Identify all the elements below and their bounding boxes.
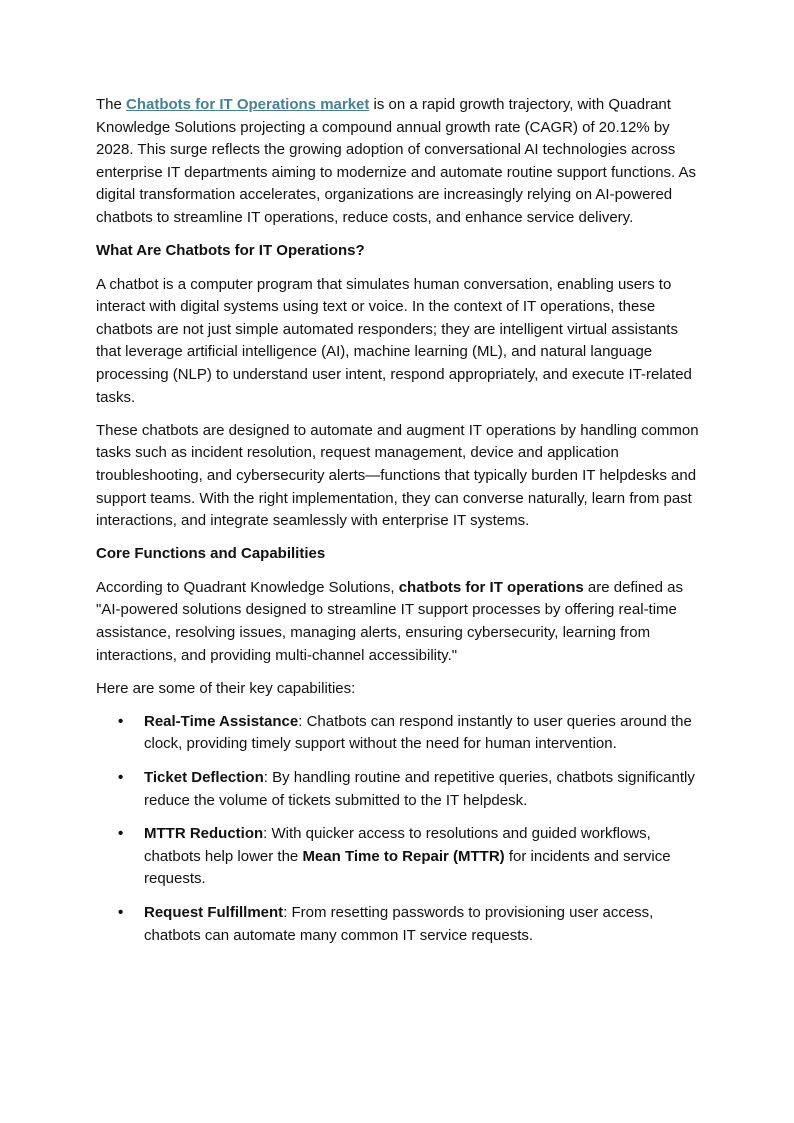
list-item-ticket-deflection bbox=[96, 767, 700, 812]
market-link[interactable]: Chatbots for IT Operations market bbox=[126, 96, 370, 113]
capability-title: MTTR Reduction bbox=[144, 825, 264, 843]
quadrant-text-pre: According to Quadrant Knowledge Solutions, bbox=[96, 578, 399, 596]
quadrant-text-post: are defined as "AI-powered solutions designed to streamline IT support processes by offering real-time assistance, resolving issues, managing alerts, ensuring cybersecurity, learning from interactions, and providing multi-channel accessibility." bbox=[96, 578, 683, 664]
bullet-icon: • bbox=[118, 712, 124, 730]
section-heading-core-functions: Core Functions and Capabilities bbox=[96, 545, 326, 563]
list-item-mttr-reduction bbox=[96, 823, 700, 891]
capability-title: Real-Time Assistance bbox=[144, 712, 299, 730]
list-item-real-time-assistance bbox=[96, 711, 700, 756]
capabilities-intro: Here are some of their key capabilities: bbox=[96, 679, 356, 697]
section-heading-what-are-chatbots: What Are Chatbots for IT Operations? bbox=[96, 242, 365, 260]
document-body bbox=[96, 94, 700, 958]
capability-text: : With quicker access to resolutions and guided workflows, chatbots help lower the bbox=[144, 825, 651, 865]
definition-paragraph: A chatbot is a computer program that simulates human conversation, enabling users to interact with digital systems using text or voice. In the context of IT operations, these chatbots are not just simple automated responders; they are intelligent virtual assistants that leverage artificial intelligence (AI), machine learning (ML), and natural language processing (NLP) to understand user intent, respond appropriately, and execute IT-related tasks. bbox=[96, 275, 692, 406]
capability-title: Request Fulfillment bbox=[144, 903, 284, 921]
bullet-icon: • bbox=[118, 768, 124, 786]
mttr-bold-term: Mean Time to Repair (MTTR) bbox=[302, 847, 505, 865]
capabilities-list bbox=[96, 711, 700, 947]
capability-text-post: for incidents and service requests. bbox=[144, 847, 671, 888]
capability-title: Ticket Deflection bbox=[144, 768, 264, 786]
quadrant-bold-term: chatbots for IT operations bbox=[398, 578, 584, 596]
bullet-icon: • bbox=[118, 825, 124, 843]
intro-text-pre: The bbox=[96, 96, 127, 113]
quadrant-definition-paragraph bbox=[96, 577, 700, 667]
bullet-icon: • bbox=[118, 903, 124, 921]
list-item-request-fulfillment bbox=[96, 902, 700, 947]
capability-text: : By handling routine and repetitive queries, chatbots significantly reduce the volume of tickets submitted to the IT helpdesk. bbox=[144, 768, 695, 809]
intro-paragraph bbox=[96, 94, 700, 230]
capability-text: : From resetting passwords to provisioning user access, chatbots can automate many common IT service requests. bbox=[144, 903, 654, 944]
intro-text-post: is on a rapid growth trajectory, with Quadrant Knowledge Solutions projecting a compound annual growth rate (CAGR) of 20.12% by 2028. This surge reflects the growing adoption of conversational AI technologies across enterprise IT departments aiming to modernize and automate routine support functions. As digital transformation accelerates, organizations are increasingly relying on AI-powered chatbots to streamline IT operations, reduce costs, and enhance service delivery. bbox=[96, 96, 697, 226]
capability-text: : Chatbots can respond instantly to user queries around the clock, providing timely support without the need for human intervention. bbox=[144, 712, 692, 753]
purpose-paragraph: These chatbots are designed to automate and augment IT operations by handling common tasks such as incident resolution, request management, device and application troubleshooting, and cybersecurity alerts—functions that typically burden IT helpdesks and support teams. With the right implementation, they can converse naturally, learn from past interactions, and integrate seamlessly with enterprise IT systems. bbox=[96, 421, 699, 530]
